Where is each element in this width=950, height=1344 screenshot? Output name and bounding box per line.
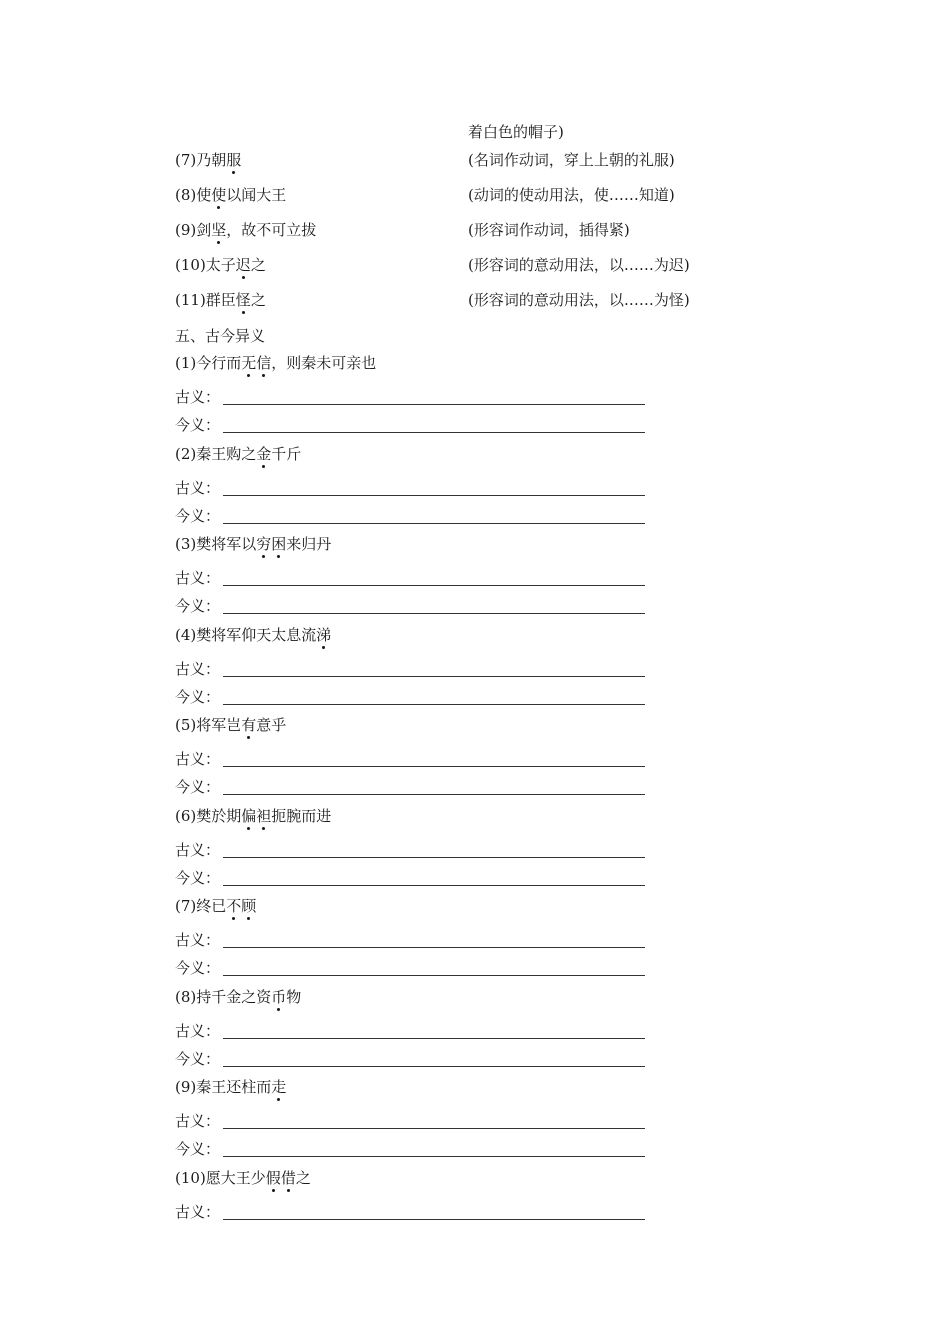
modern-meaning-row — [175, 1049, 645, 1069]
modern-meaning-row — [175, 868, 645, 888]
ancient-meaning-blank[interactable] — [223, 947, 645, 948]
sentence-item — [175, 715, 286, 735]
sentence-text: (10)太子 — [175, 256, 236, 274]
emphasized-character: 坚 — [211, 221, 227, 239]
emphasized-character: 涕 — [316, 626, 332, 644]
sentence-text: (9)秦王还柱而 — [175, 1078, 272, 1096]
usage-note: (名词作动词，穿上上朝的礼服) — [468, 151, 675, 169]
sentence-item — [175, 806, 331, 826]
sentence-text: 之 — [295, 1169, 311, 1187]
ancient-label: 古义： — [175, 841, 221, 859]
sentence-item — [175, 987, 301, 1007]
usage-note: (形容词作动词，插得紧) — [468, 221, 630, 239]
emphasized-character: 信 — [256, 354, 272, 372]
modern-meaning-row — [175, 958, 645, 978]
emphasized-character: 使 — [211, 186, 227, 204]
sentence-text: 物 — [286, 988, 302, 1006]
note-continuation: 着白色的帽子) — [468, 123, 564, 141]
sentence-text: (9)剑 — [175, 221, 212, 239]
modern-meaning-blank[interactable] — [223, 1066, 645, 1067]
modern-label: 今义： — [175, 959, 221, 977]
ancient-meaning-blank[interactable] — [223, 1219, 645, 1220]
sentence-item — [175, 534, 331, 554]
sentence-text: (7)终已 — [175, 897, 227, 915]
ancient-label: 古义： — [175, 1022, 221, 1040]
emphasized-character: 穷 — [256, 535, 272, 553]
usage-sentence — [175, 150, 241, 170]
sentence-text: (3)樊将军以 — [175, 535, 257, 553]
sentence-text: 扼腕而进 — [271, 807, 332, 825]
emphasized-character: 借 — [280, 1169, 296, 1187]
usage-sentence — [175, 220, 316, 240]
modern-meaning-blank[interactable] — [223, 432, 645, 433]
emphasized-character: 金 — [256, 445, 272, 463]
ancient-label: 古义： — [175, 660, 221, 678]
emphasized-character: 迟 — [235, 256, 251, 274]
modern-label: 今义： — [175, 507, 221, 525]
ancient-label: 古义： — [175, 479, 221, 497]
modern-meaning-row — [175, 687, 645, 707]
sentence-text: 来归丹 — [286, 535, 332, 553]
section-heading: 五、古今异义 — [175, 327, 266, 345]
ancient-label: 古义： — [175, 1203, 221, 1221]
sentence-text: 千斤 — [271, 445, 302, 463]
emphasized-character: 币 — [271, 988, 287, 1006]
ancient-meaning-row — [175, 568, 645, 588]
sentence-item — [175, 353, 376, 373]
sentence-text: (1)今行而 — [175, 354, 242, 372]
usage-sentence — [175, 290, 266, 310]
emphasized-character: 无 — [241, 354, 257, 372]
usage-sentence — [175, 185, 286, 205]
ancient-meaning-blank[interactable] — [223, 857, 645, 858]
modern-meaning-blank[interactable] — [223, 1156, 645, 1157]
emphasized-character: 顾 — [241, 897, 257, 915]
ancient-meaning-row — [175, 478, 645, 498]
modern-meaning-row — [175, 596, 645, 616]
sentence-text: (8)使 — [175, 186, 212, 204]
emphasized-character: 走 — [271, 1078, 287, 1096]
sentence-item — [175, 625, 331, 645]
modern-label: 今义： — [175, 597, 221, 615]
usage-sentence — [175, 255, 266, 275]
modern-label: 今义： — [175, 1050, 221, 1068]
modern-meaning-blank[interactable] — [223, 794, 645, 795]
sentence-text: 意乎 — [256, 716, 287, 734]
modern-meaning-row — [175, 415, 645, 435]
sentence-text: (2)秦王购之 — [175, 445, 257, 463]
usage-note: (形容词的意动用法，以……为迟) — [468, 256, 690, 274]
sentence-item — [175, 444, 301, 464]
modern-label: 今义： — [175, 688, 221, 706]
ancient-meaning-blank[interactable] — [223, 495, 645, 496]
emphasized-character: 怪 — [235, 291, 251, 309]
sentence-text: (8)持千金之资 — [175, 988, 272, 1006]
ancient-meaning-blank[interactable] — [223, 1038, 645, 1039]
ancient-meaning-blank[interactable] — [223, 766, 645, 767]
ancient-label: 古义： — [175, 931, 221, 949]
sentence-text: 之 — [250, 291, 266, 309]
modern-meaning-blank[interactable] — [223, 613, 645, 614]
emphasized-character: 服 — [226, 151, 242, 169]
ancient-meaning-row — [175, 1202, 645, 1222]
sentence-item — [175, 896, 256, 916]
ancient-meaning-row — [175, 749, 645, 769]
modern-label: 今义： — [175, 869, 221, 887]
sentence-text: ，则秦未可亲也 — [271, 354, 377, 372]
emphasized-character: 假 — [265, 1169, 281, 1187]
modern-label: 今义： — [175, 778, 221, 796]
sentence-item — [175, 1168, 311, 1188]
ancient-label: 古义： — [175, 750, 221, 768]
ancient-meaning-row — [175, 659, 645, 679]
sentence-text: (6)樊於期 — [175, 807, 242, 825]
modern-meaning-blank[interactable] — [223, 523, 645, 524]
sentence-text: 之 — [250, 256, 266, 274]
sentence-text: (7)乃朝 — [175, 151, 227, 169]
ancient-label: 古义： — [175, 1112, 221, 1130]
modern-meaning-blank[interactable] — [223, 704, 645, 705]
ancient-meaning-row — [175, 1111, 645, 1131]
ancient-meaning-blank[interactable] — [223, 1128, 645, 1129]
emphasized-character: 不 — [226, 897, 242, 915]
modern-meaning-row — [175, 506, 645, 526]
ancient-meaning-blank[interactable] — [223, 676, 645, 677]
ancient-label: 古义： — [175, 569, 221, 587]
modern-meaning-row — [175, 777, 645, 797]
modern-label: 今义： — [175, 1140, 221, 1158]
ancient-label: 古义： — [175, 388, 221, 406]
sentence-text: ，故不可立拔 — [226, 221, 317, 239]
sentence-text: (4)樊将军仰天太息流 — [175, 626, 317, 644]
sentence-text: 以闻大王 — [226, 186, 287, 204]
sentence-text: (5)将军岂 — [175, 716, 242, 734]
modern-meaning-row — [175, 1139, 645, 1159]
ancient-meaning-row — [175, 840, 645, 860]
sentence-item — [175, 1077, 286, 1097]
usage-note: (形容词的意动用法，以……为怪) — [468, 291, 690, 309]
emphasized-character: 有 — [241, 716, 257, 734]
emphasized-character: 偏 — [241, 807, 257, 825]
modern-meaning-blank[interactable] — [223, 885, 645, 886]
emphasized-character: 袒 — [256, 807, 272, 825]
sentence-text: (11)群臣 — [175, 291, 236, 309]
usage-note: (动词的使动用法，使……知道) — [468, 186, 675, 204]
ancient-meaning-row — [175, 1021, 645, 1041]
sentence-text: (10)愿大王少 — [175, 1169, 266, 1187]
ancient-meaning-row — [175, 930, 645, 950]
ancient-meaning-blank[interactable] — [223, 585, 645, 586]
modern-label: 今义： — [175, 416, 221, 434]
emphasized-character: 困 — [271, 535, 287, 553]
ancient-meaning-blank[interactable] — [223, 404, 645, 405]
ancient-meaning-row — [175, 387, 645, 407]
modern-meaning-blank[interactable] — [223, 975, 645, 976]
